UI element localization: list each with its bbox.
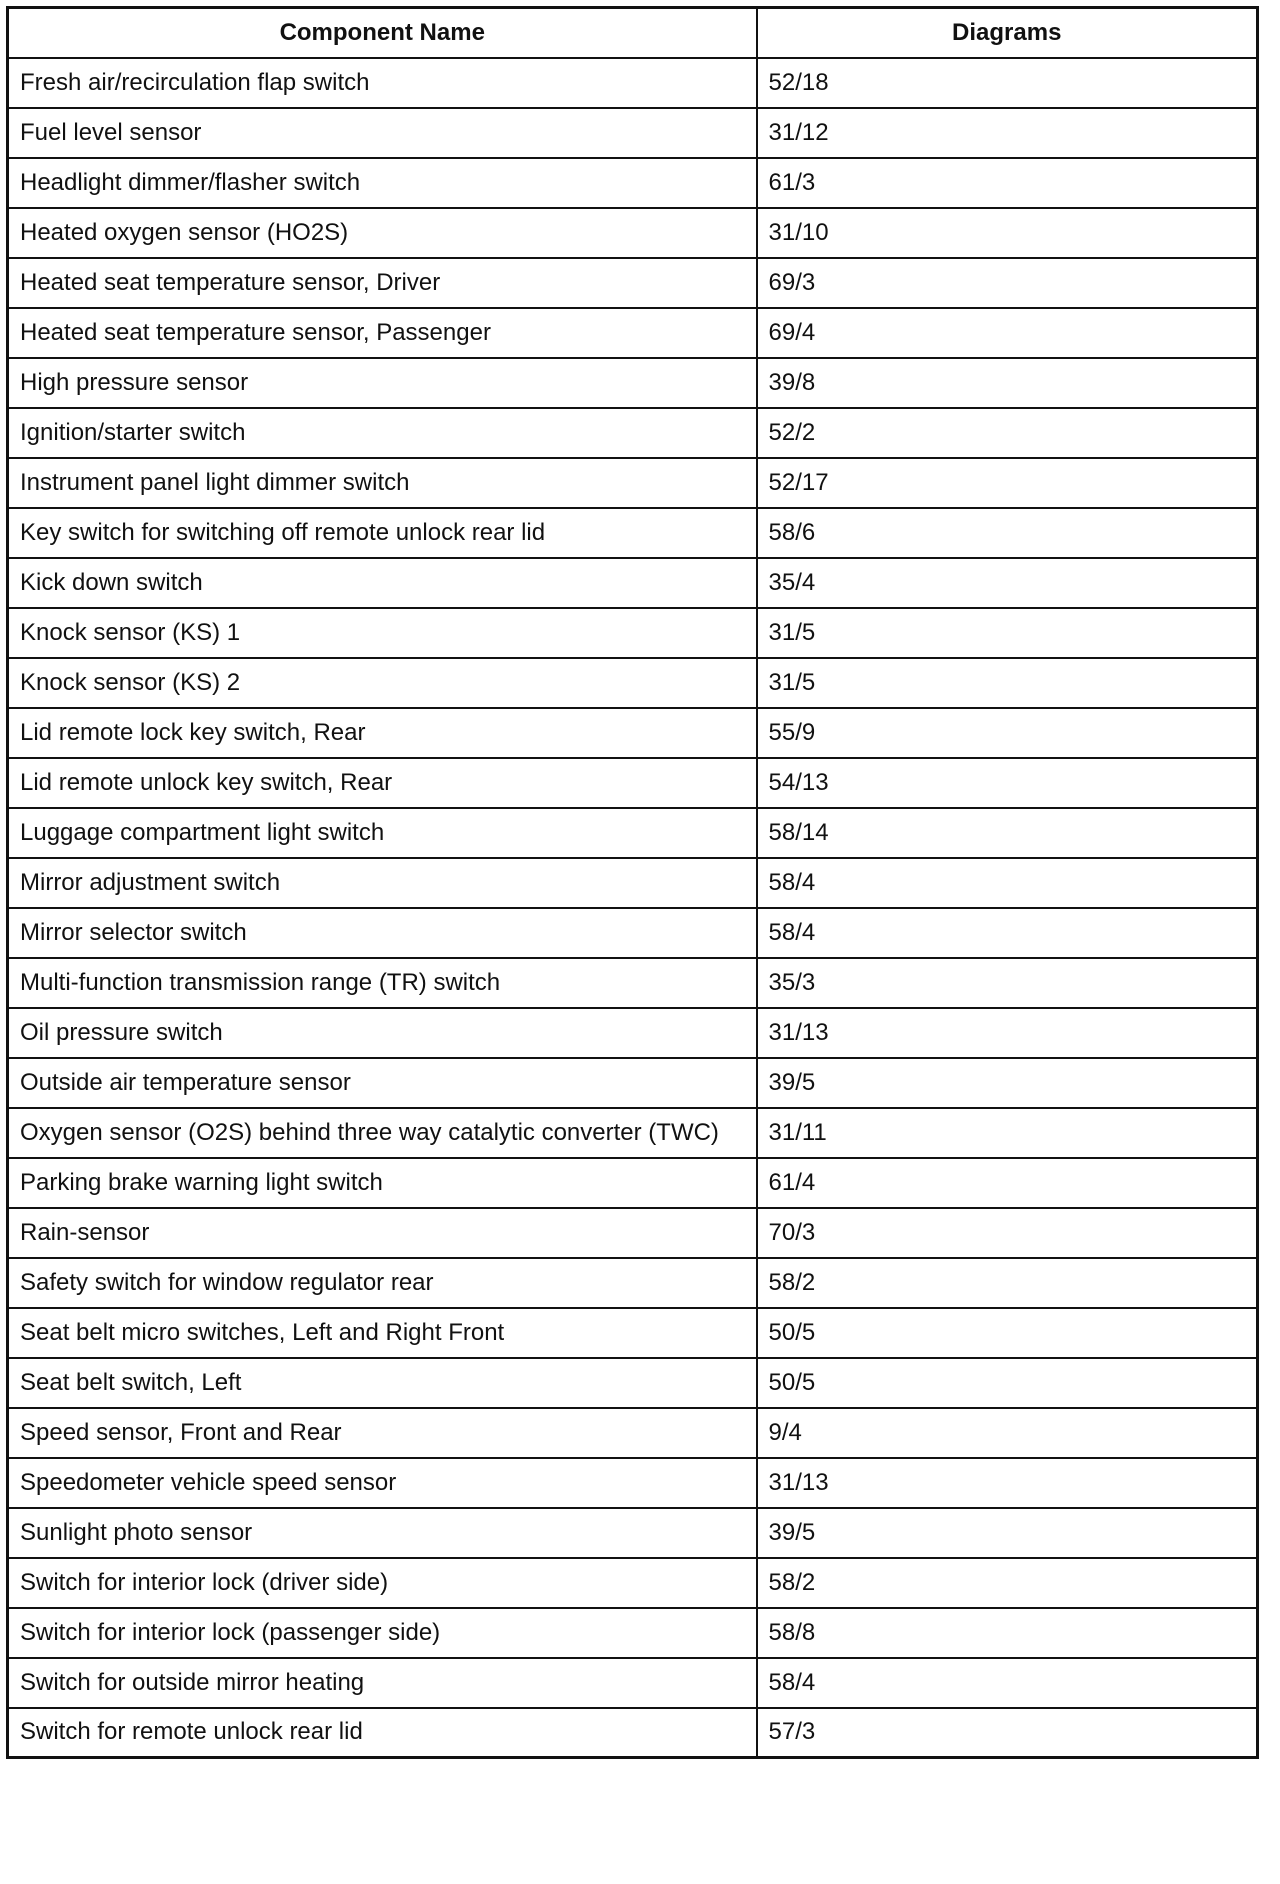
component-name-cell: Switch for interior lock (passenger side)	[8, 1608, 757, 1658]
component-name-cell: Heated oxygen sensor (HO2S)	[8, 208, 757, 258]
component-name-cell: Knock sensor (KS) 2	[8, 658, 757, 708]
table-row	[8, 758, 1258, 808]
component-name-cell: Oil pressure switch	[8, 1008, 757, 1058]
table-row	[8, 608, 1258, 658]
table-row	[8, 508, 1258, 558]
table-header	[8, 8, 1258, 58]
component-name-cell: Outside air temperature sensor	[8, 1058, 757, 1108]
component-diagram-table	[6, 6, 1259, 1759]
component-name-cell: Sunlight photo sensor	[8, 1508, 757, 1558]
component-name-cell: Oxygen sensor (O2S) behind three way catalytic converter (TWC)	[8, 1108, 757, 1158]
table-row	[8, 308, 1258, 358]
diagram-reference-cell: 57/3	[757, 1708, 1258, 1758]
table-row	[8, 1108, 1258, 1158]
table-row	[8, 1408, 1258, 1458]
component-name-cell: Switch for remote unlock rear lid	[8, 1708, 757, 1758]
table-row	[8, 408, 1258, 458]
component-name-cell: Fresh air/recirculation flap switch	[8, 58, 757, 108]
table-row	[8, 1058, 1258, 1108]
component-name-cell: Safety switch for window regulator rear	[8, 1258, 757, 1308]
diagram-reference-cell: 50/5	[757, 1358, 1258, 1408]
table-row	[8, 1258, 1258, 1308]
diagram-reference-cell: 9/4	[757, 1408, 1258, 1458]
component-name-cell: Speedometer vehicle speed sensor	[8, 1458, 757, 1508]
diagram-reference-cell: 52/17	[757, 458, 1258, 508]
diagram-reference-cell: 58/6	[757, 508, 1258, 558]
diagram-reference-cell: 50/5	[757, 1308, 1258, 1358]
table-row	[8, 1658, 1258, 1708]
component-name-cell: Multi-function transmission range (TR) switch	[8, 958, 757, 1008]
component-name-cell: Lid remote lock key switch, Rear	[8, 708, 757, 758]
component-name-cell: High pressure sensor	[8, 358, 757, 408]
diagram-reference-cell: 39/8	[757, 358, 1258, 408]
table-row	[8, 1458, 1258, 1508]
table-row	[8, 158, 1258, 208]
table-row	[8, 1208, 1258, 1258]
table-row	[8, 258, 1258, 308]
component-name-cell: Luggage compartment light switch	[8, 808, 757, 858]
component-name-cell: Mirror adjustment switch	[8, 858, 757, 908]
component-name-cell: Ignition/starter switch	[8, 408, 757, 458]
diagram-reference-cell: 69/4	[757, 308, 1258, 358]
component-table-sheet	[6, 6, 1256, 1759]
diagram-reference-cell: 61/4	[757, 1158, 1258, 1208]
diagram-reference-cell: 55/9	[757, 708, 1258, 758]
table-row	[8, 558, 1258, 608]
diagram-reference-cell: 70/3	[757, 1208, 1258, 1258]
component-name-cell: Lid remote unlock key switch, Rear	[8, 758, 757, 808]
diagram-reference-cell: 61/3	[757, 158, 1258, 208]
table-row	[8, 58, 1258, 108]
diagram-reference-cell: 39/5	[757, 1508, 1258, 1558]
diagram-reference-cell: 58/2	[757, 1558, 1258, 1608]
table-row	[8, 1358, 1258, 1408]
table-row	[8, 1158, 1258, 1208]
diagram-reference-cell: 52/18	[757, 58, 1258, 108]
diagram-reference-cell: 31/5	[757, 608, 1258, 658]
column-header-component-name: Component Name	[8, 8, 757, 58]
diagram-reference-cell: 39/5	[757, 1058, 1258, 1108]
diagram-reference-cell: 31/13	[757, 1458, 1258, 1508]
component-name-cell: Switch for interior lock (driver side)	[8, 1558, 757, 1608]
table-row	[8, 108, 1258, 158]
column-header-diagrams: Diagrams	[757, 8, 1258, 58]
diagram-reference-cell: 69/3	[757, 258, 1258, 308]
table-body	[8, 58, 1258, 1758]
diagram-reference-cell: 35/4	[757, 558, 1258, 608]
component-name-cell: Instrument panel light dimmer switch	[8, 458, 757, 508]
diagram-reference-cell: 31/13	[757, 1008, 1258, 1058]
table-row	[8, 208, 1258, 258]
component-name-cell: Heated seat temperature sensor, Passenger	[8, 308, 757, 358]
table-row	[8, 1608, 1258, 1658]
table-row	[8, 1008, 1258, 1058]
table-row	[8, 808, 1258, 858]
diagram-reference-cell: 31/10	[757, 208, 1258, 258]
component-name-cell: Fuel level sensor	[8, 108, 757, 158]
table-row	[8, 958, 1258, 1008]
component-name-cell: Rain-sensor	[8, 1208, 757, 1258]
diagram-reference-cell: 58/14	[757, 808, 1258, 858]
table-row	[8, 1508, 1258, 1558]
table-row	[8, 858, 1258, 908]
diagram-reference-cell: 58/4	[757, 1658, 1258, 1708]
diagram-reference-cell: 52/2	[757, 408, 1258, 458]
table-row	[8, 1558, 1258, 1608]
diagram-reference-cell: 58/2	[757, 1258, 1258, 1308]
component-name-cell: Switch for outside mirror heating	[8, 1658, 757, 1708]
diagram-reference-cell: 58/4	[757, 908, 1258, 958]
diagram-reference-cell: 54/13	[757, 758, 1258, 808]
table-row	[8, 908, 1258, 958]
component-name-cell: Mirror selector switch	[8, 908, 757, 958]
component-name-cell: Seat belt micro switches, Left and Right Front	[8, 1308, 757, 1358]
component-name-cell: Parking brake warning light switch	[8, 1158, 757, 1208]
table-row	[8, 708, 1258, 758]
component-name-cell: Seat belt switch, Left	[8, 1358, 757, 1408]
table-row	[8, 1708, 1258, 1758]
diagram-reference-cell: 31/11	[757, 1108, 1258, 1158]
diagram-reference-cell: 35/3	[757, 958, 1258, 1008]
diagram-reference-cell: 31/5	[757, 658, 1258, 708]
component-name-cell: Speed sensor, Front and Rear	[8, 1408, 757, 1458]
component-name-cell: Key switch for switching off remote unlock rear lid	[8, 508, 757, 558]
table-row	[8, 658, 1258, 708]
diagram-reference-cell: 31/12	[757, 108, 1258, 158]
diagram-reference-cell: 58/4	[757, 858, 1258, 908]
component-name-cell: Heated seat temperature sensor, Driver	[8, 258, 757, 308]
diagram-reference-cell: 58/8	[757, 1608, 1258, 1658]
component-name-cell: Knock sensor (KS) 1	[8, 608, 757, 658]
table-row	[8, 358, 1258, 408]
table-row	[8, 1308, 1258, 1358]
header-row	[8, 8, 1258, 58]
component-name-cell: Kick down switch	[8, 558, 757, 608]
table-row	[8, 458, 1258, 508]
component-name-cell: Headlight dimmer/flasher switch	[8, 158, 757, 208]
